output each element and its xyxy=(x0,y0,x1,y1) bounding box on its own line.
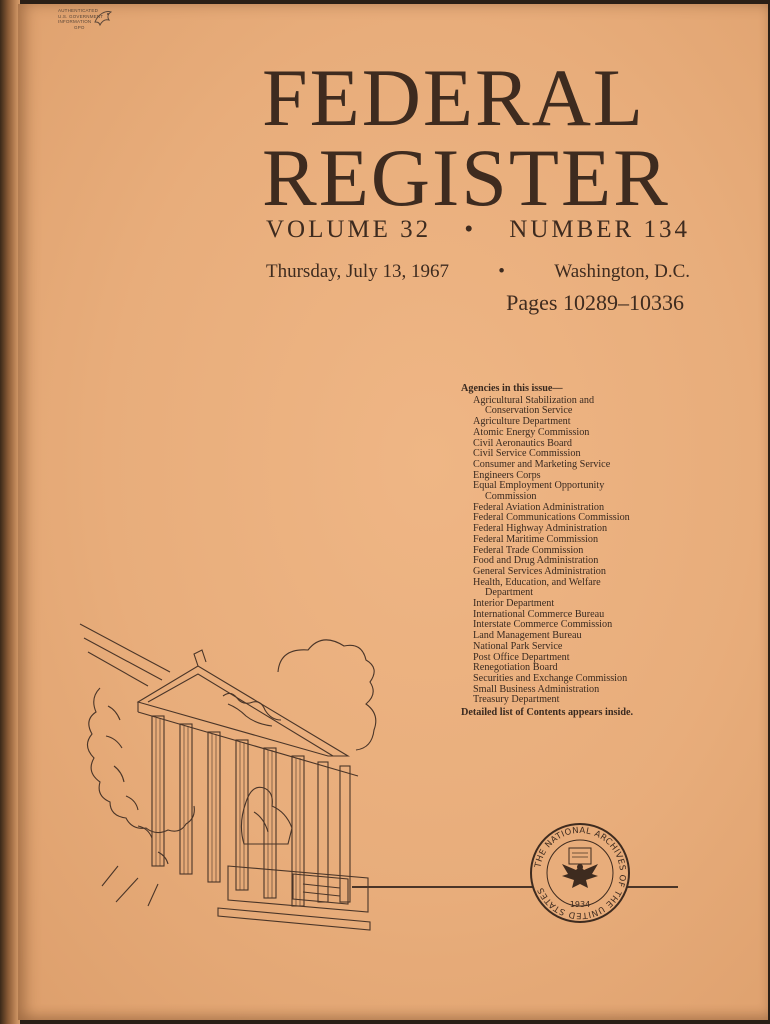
agency-list-item: Equal Employment Opportunity xyxy=(473,480,605,492)
agency-list-item: Federal Highway Administration xyxy=(473,523,608,535)
agency-list-item: Civil Aeronautics Board xyxy=(473,437,573,449)
agency-list-item: National Park Service xyxy=(473,640,563,652)
agency-list-item: Renegotiation Board xyxy=(473,662,558,674)
agency-list-item: Federal Maritime Commission xyxy=(473,533,599,545)
volume-label: VOLUME 32 xyxy=(266,216,432,243)
agency-list-item: Health, Education, and Welfare xyxy=(473,576,601,588)
agency-list-item: Agricultural Stabilization and xyxy=(473,394,595,406)
separator-dot: • xyxy=(498,261,505,282)
issue-number-label: NUMBER 134 xyxy=(509,216,690,243)
agency-list-item: Consumer and Marketing Service xyxy=(473,458,611,470)
agency-list-item: Small Business Administration xyxy=(473,683,600,695)
seal-ring-text-path: THE NATIONAL ARCHIVES OF THE UNITED STATES xyxy=(533,825,628,921)
gpo-stamp-line: U.S. GOVERNMENT xyxy=(58,13,104,19)
agency-list-item: Post Office Department xyxy=(473,651,570,663)
date-place-line xyxy=(266,261,690,283)
agency-list-item: Interior Department xyxy=(473,598,555,610)
masthead-line-federal: FEDERAL xyxy=(262,52,645,143)
agency-list-item: Securities and Exchange Commission xyxy=(473,672,628,684)
national-archives-seal xyxy=(529,822,631,924)
gpo-stamp-line: GPO xyxy=(74,24,85,30)
agency-list-item: Interstate Commerce Commission xyxy=(473,619,613,631)
agency-list-item: Civil Service Commission xyxy=(473,448,581,460)
agency-list-item: Engineers Corps xyxy=(473,469,541,481)
agency-list-item: Treasury Department xyxy=(473,694,560,706)
contents-note: Detailed list of Contents appears inside. xyxy=(461,707,634,719)
issue-place: Washington, D.C. xyxy=(554,261,690,282)
national-archives-building-illustration xyxy=(78,616,378,934)
agency-list-item: Federal Trade Commission xyxy=(473,544,584,556)
masthead-line-register: REGISTER xyxy=(262,132,670,223)
issue-date: Thursday, July 13, 1967 xyxy=(266,261,449,282)
agency-list-item: Commission xyxy=(485,491,537,503)
masthead-title xyxy=(262,52,692,223)
document-page xyxy=(18,4,768,1020)
volume-number-line xyxy=(266,216,690,244)
agency-list-item: Agriculture Department xyxy=(473,416,571,428)
agency-list-item: Department xyxy=(485,587,534,599)
agency-list-item: Land Management Bureau xyxy=(473,630,582,642)
agencies-list xyxy=(461,384,701,719)
agency-items xyxy=(461,396,701,706)
agency-list-item: Food and Drug Administration xyxy=(473,555,599,567)
page-range: Pages 10289–10336 xyxy=(506,290,684,315)
agency-list-item: International Commerce Bureau xyxy=(473,608,605,620)
eagle-icon xyxy=(92,8,114,30)
gpo-stamp-line: INFORMATION xyxy=(58,19,92,24)
agency-list-item: Conservation Service xyxy=(485,405,573,417)
agency-list-item: Atomic Energy Commission xyxy=(473,426,590,438)
agency-list-item: Federal Communications Commission xyxy=(473,512,630,524)
agency-list-item: General Services Administration xyxy=(473,565,606,577)
seal-year: 1934 xyxy=(569,900,591,909)
agency-list-item: Federal Aviation Administration xyxy=(473,501,605,513)
binding-spine xyxy=(0,0,20,1024)
gpo-stamp-line: AUTHENTICATED xyxy=(58,8,99,13)
agencies-header: Agencies in this issue— xyxy=(461,383,563,394)
gpo-authentication-stamp xyxy=(58,8,116,32)
separator-dot: • xyxy=(464,216,477,243)
